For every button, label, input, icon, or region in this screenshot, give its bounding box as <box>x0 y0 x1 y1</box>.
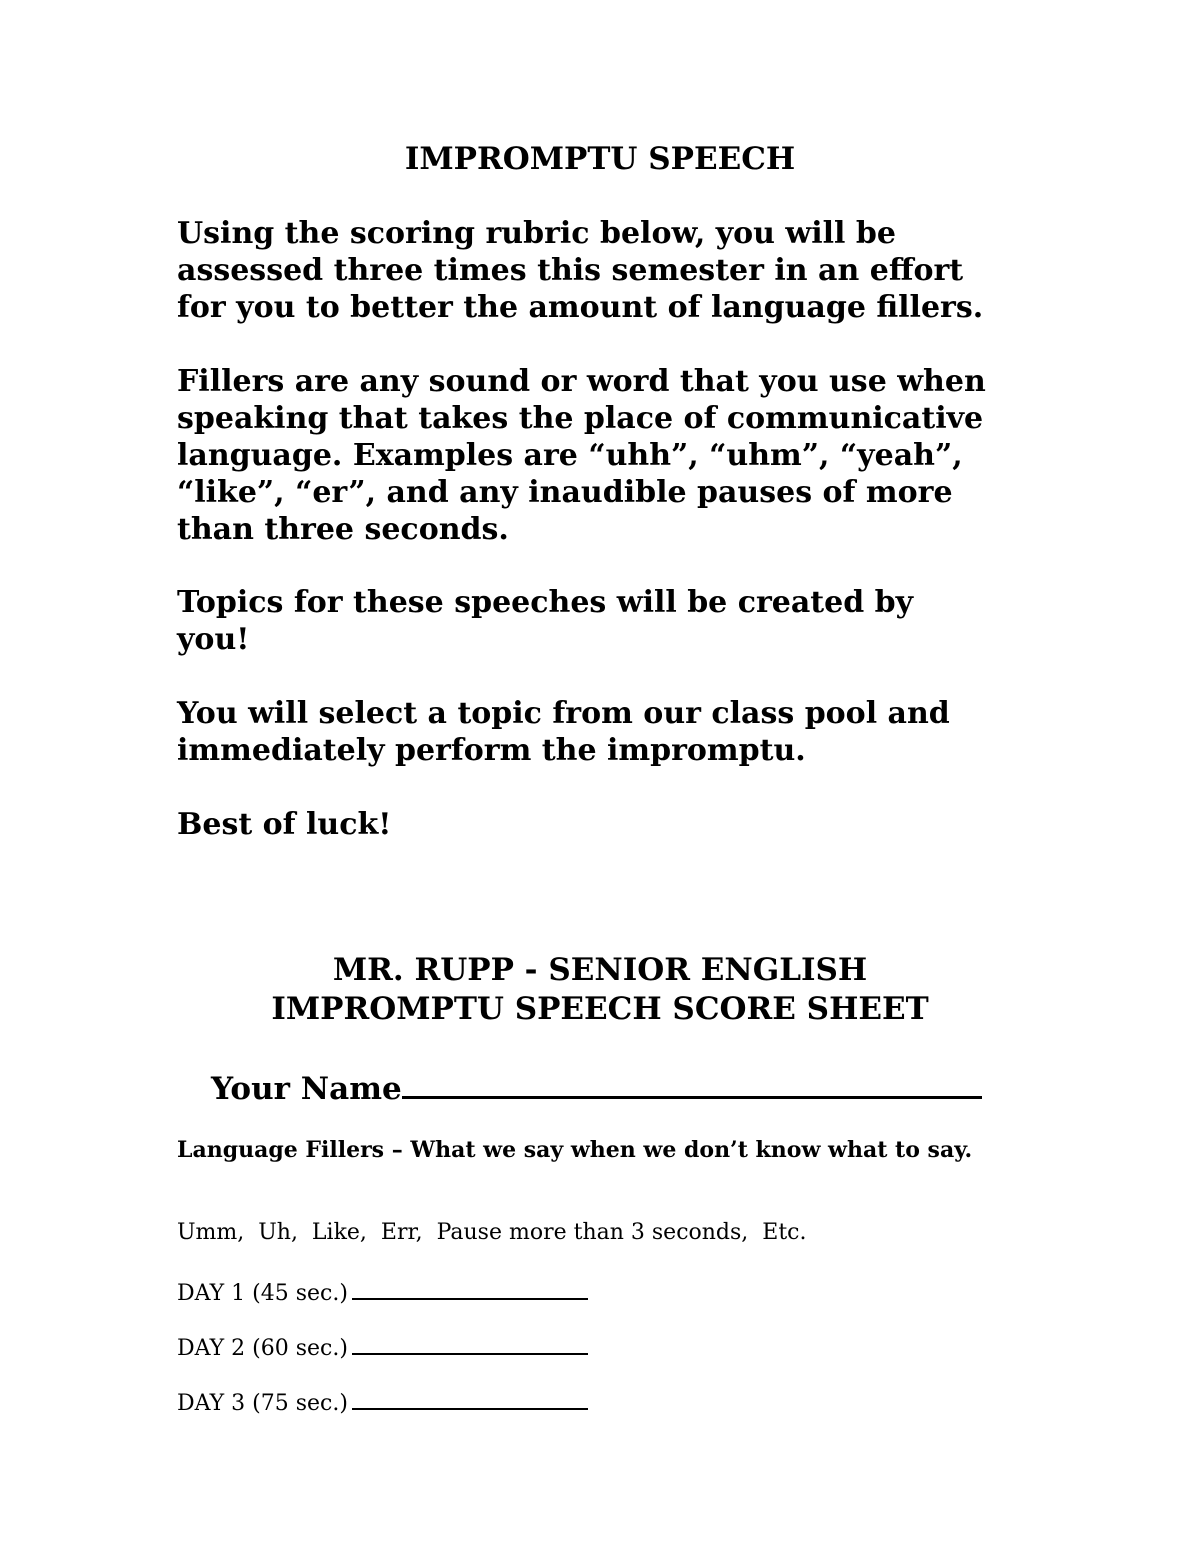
day-1-score-line[interactable] <box>352 1274 588 1300</box>
topic-selection-paragraph: You will select a topic from our class pool and immediately perform the impromptu. <box>177 696 950 768</box>
day-2-label: DAY 2 (60 sec.) <box>177 1336 348 1361</box>
day-3-score-line[interactable] <box>352 1384 588 1410</box>
name-blank-line[interactable] <box>402 1063 982 1099</box>
score-sheet-heading-teacher: MR. RUPP - SENIOR ENGLISH <box>332 952 868 988</box>
language-fillers-heading: Language Fillers – What we say when we don’t know what to say. <box>177 1137 973 1163</box>
day-3-label: DAY 3 (75 sec.) <box>177 1391 348 1416</box>
score-sheet-heading-title: IMPROMPTU SPEECH SCORE SHEET <box>271 991 929 1027</box>
day-3-row <box>177 1384 588 1419</box>
document-title: IMPROMPTU SPEECH <box>404 141 796 177</box>
day-1-row <box>177 1274 588 1309</box>
day-2-score-line[interactable] <box>352 1329 588 1355</box>
closing-paragraph: Best of luck! <box>177 807 392 842</box>
intro-paragraph: Using the scoring rubric below, you will be assessed three times this semester in an effort for you to better the amount of language fillers. <box>177 216 984 325</box>
language-fillers-examples: Umm, Uh, Like, Err, Pause more than 3 seconds, Etc. <box>177 1220 807 1245</box>
name-field-row <box>211 1063 982 1109</box>
topics-paragraph: Topics for these speeches will be created by you! <box>177 585 914 657</box>
day-1-label: DAY 1 (45 sec.) <box>177 1281 348 1306</box>
name-label: Your Name <box>211 1071 402 1107</box>
day-2-row <box>177 1329 588 1364</box>
fillers-definition-paragraph: Fillers are any sound or word that you use when speaking that takes the place of communicative language. Examples are “uhh”, “uhm”, “yeah”, “like”, “er”, and any inaudible pauses of more than three seconds. <box>177 364 986 547</box>
